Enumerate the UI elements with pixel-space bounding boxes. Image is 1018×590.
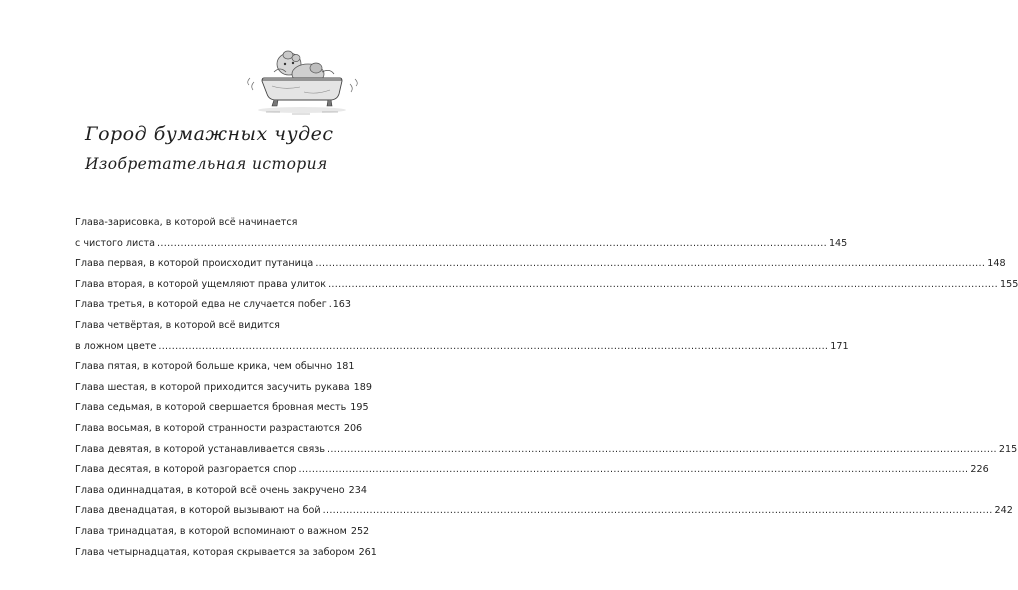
toc-dot-leader [298,460,968,481]
book-title: Город бумажных чудес [85,123,334,145]
toc-entry-title: Глава восьмая, в которой странности разрастаются [75,422,340,434]
bathtub [262,78,342,106]
toc-entry[interactable] [75,295,351,316]
toc-entry[interactable] [75,398,369,419]
toc-page-number: 234 [348,484,367,496]
toc-dot-leader [327,440,997,461]
toc-page-number: 181 [336,361,355,373]
toc-entry-continued[interactable] [75,316,351,337]
toc-entry-title: Глава-зарисовка, в которой всё начинается [75,217,298,228]
toc-page-number: 171 [830,340,849,352]
toc-entry-title: Глава четвёртая, в которой всё видится [75,319,280,331]
toc-page-number: 155 [999,278,1018,290]
toc-entry-title: Глава первая, в которой происходит путаница [75,258,314,270]
toc-entry-title: Глава девятая, в которой устанавливается связь [75,443,325,455]
toc-page-number: 242 [994,505,1013,517]
toc-entry-title: Глава десятая, в которой разгорается спор [75,464,297,476]
toc-entry[interactable] [75,254,1006,275]
toc-entry-title: Глава тринадцатая, в которой вспоминают о важном [75,525,347,537]
toc-page-number: 206 [343,422,363,434]
toc-page-number: 215 [998,443,1018,455]
toc-entry-title: Глава одиннадцатая, в которой всё очень закручено [75,484,345,496]
book-subtitle: Изобретательная история [85,155,328,173]
toc-entry-title: Глава вторая, в которой ущемляют права улиток [75,278,327,290]
toc-dot-leader [323,501,993,522]
toc-entry-title: Глава четырнадцатая, которая скрывается за забором [75,546,355,558]
toc-entry[interactable] [75,378,372,399]
toc-entry[interactable] [75,440,1018,461]
toc-entry-title: Глава седьмая, в которой свершается бровная месть [75,402,347,414]
bathtub-illustration [244,42,362,120]
toc-entry[interactable] [75,522,370,543]
toc-page-number: 226 [970,464,989,476]
toc-entry[interactable] [75,234,848,255]
toc-entry[interactable] [75,460,989,481]
toc-entry-title: с чистого листа [75,237,156,249]
toc-dot-leader [328,275,998,296]
toc-entry-title: Глава двенадцатая, в которой вызывают на бой [75,505,321,517]
toc-dot-leader [315,254,985,275]
toc-entry[interactable] [75,275,1018,296]
toc-entry-title: Глава шестая, в которой приходится засучить рукава [75,381,350,393]
toc-entry[interactable] [75,357,355,378]
toc-entry-title: Глава пятая, в которой больше крика, чем обычно [75,361,333,373]
toc-entry[interactable] [75,501,1013,522]
table-of-contents [75,213,1018,563]
toc-dot-leader [158,337,828,358]
toc-entry[interactable] [75,337,849,358]
toc-entry[interactable] [75,419,363,440]
toc-dot-leader [329,295,331,316]
toc-page-number: 252 [350,525,370,537]
toc-page-number: 145 [828,237,848,249]
toc-entry-title: в ложном цвете [75,340,157,352]
toc-entry[interactable] [75,543,377,564]
toc-page-number: 261 [358,546,377,558]
toc-page-number: 163 [332,299,351,311]
toc-entry-continued[interactable] [75,213,351,234]
toc-page-number: 189 [353,381,372,393]
toc-dot-leader [157,234,827,255]
toc-page-number: 148 [987,258,1006,270]
toc-entry[interactable] [75,481,367,502]
toc-page-number: 195 [350,402,369,414]
toc-entry-title: Глава третья, в которой едва не случается побег [75,299,327,311]
